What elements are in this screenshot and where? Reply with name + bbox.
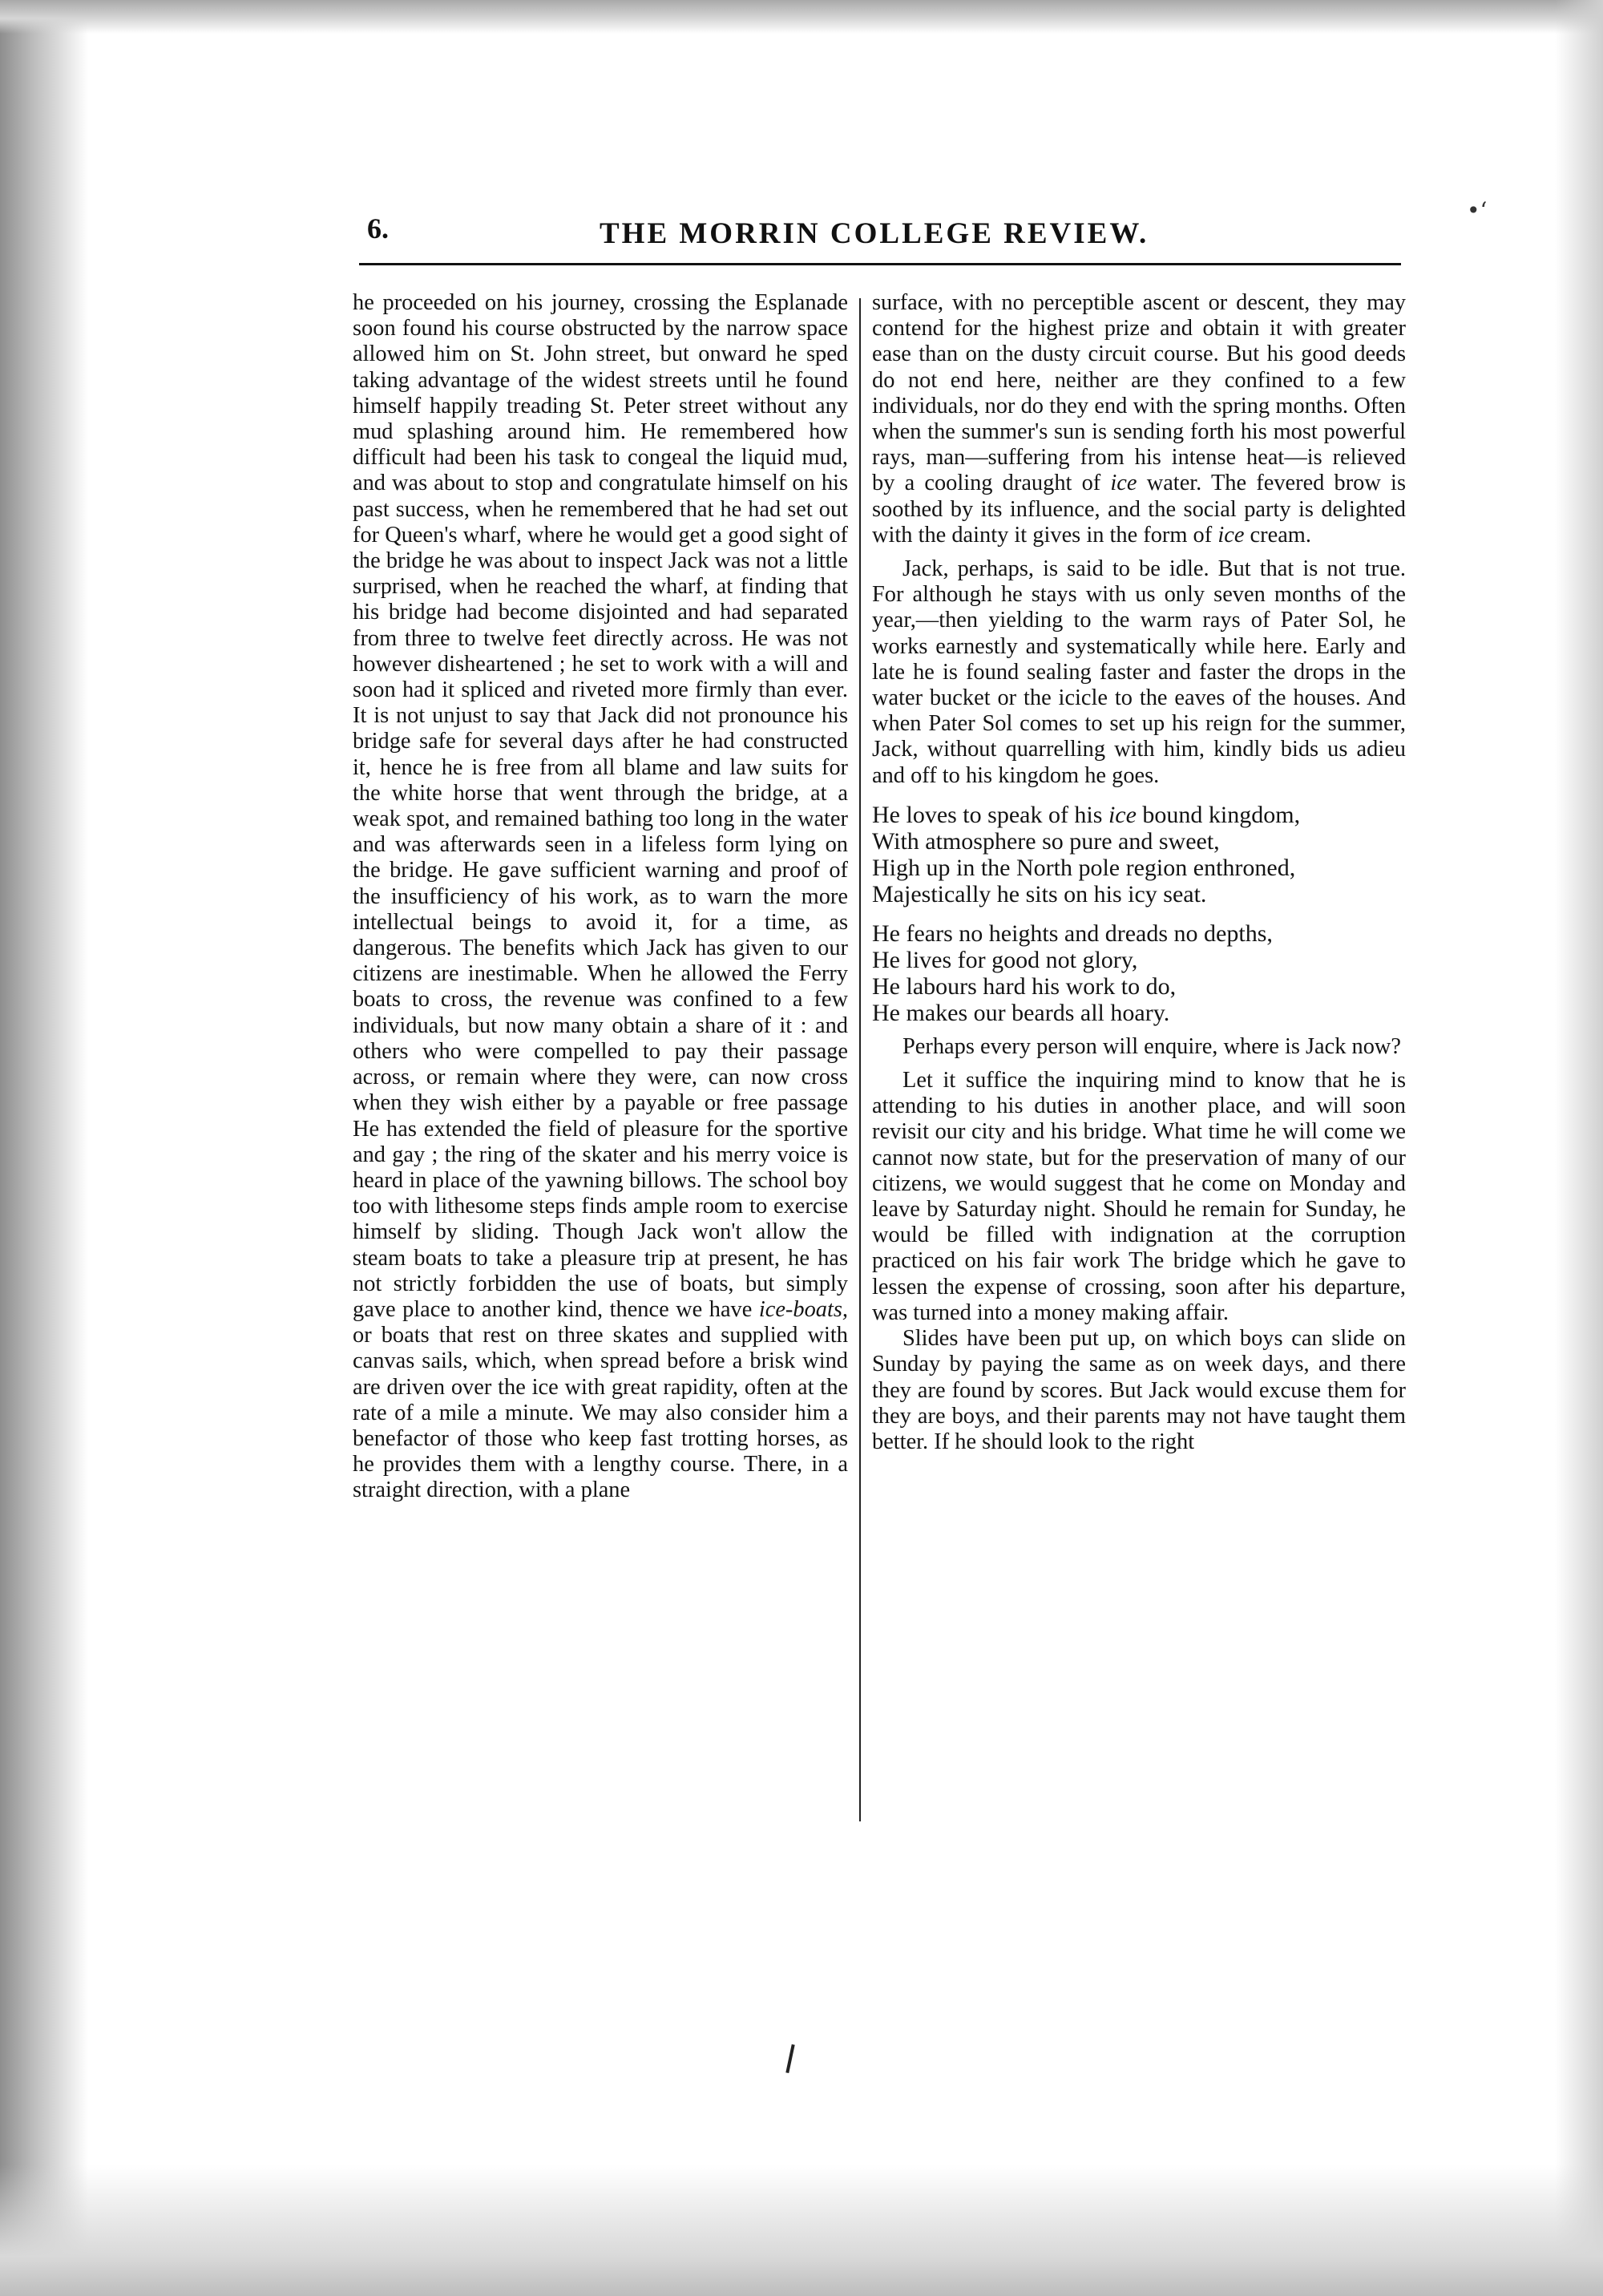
poem-stanza-1 — [872, 802, 1406, 907]
verse-line: He lives for good not glory, — [872, 946, 1138, 973]
right-paragraph-3: Perhaps every person will enquire, where is Jack now? — [902, 1033, 1402, 1059]
ice-term: ice — [1108, 801, 1137, 828]
left-paragraph-text: he proceeded on his journey, crossing the Esplanade soon found his course obstructed by the narrow space allowed him on St. John street, but onward he sped taking advantage of the widest streets until he found himself happily treading St. Peter street without any mud splashing around him. He remembered how difficult had been his task to congeal the liquid mud, and was about to stop and congratulate himself on his past success, when he remembered that he had set out for Queen's wharf, where he would get a good sight of the bridge he was about to inspect Jack was not a little surprised, when he reached the wharf, at finding that his bridge had become disjointed and had separated from three to twelve feet directly across. He was not however disheartened ; he set to work with a will and soon had it spliced and riveted more firmly than ever. It is not unjust to say that Jack did not pronounce his bridge safe for several days after he had constructed it, hence he is free from all blame and law suits for the white horse that went through the bridge, at a weak spot, and remained bathing too long in the water and was afterwards seen in a lifeless form lying on the bridge. He gave sufficient warning and proof of the insufficiency of his work, as to warn the more intellectual beings to avoid it, for a time, as dangerous. The benefits which Jack has given to our citizens are inestimable. When he allowed the Ferry boats to cross, the revenue was confined to a few individuals, but now many obtain a share of it : and others who were compelled to pay their passage across, or remain where they were, can now cross when they wish either by a payable or free passage He has extended the field of pleasure for the sportive and gay ; the ring of the skater and his merry voice is heard in place of the yawning billows. The school boy too with lithesome steps finds ample room to exercise himself by sliding. Though Jack won't allow the steam boats to take a pleasure trip at present, he has not strictly forbidden the use of boats, but simply gave place to another kind, thence we have — [353, 290, 848, 1322]
left-paragraph — [353, 290, 848, 1504]
corner-mark: •ʻ — [1467, 197, 1488, 224]
page-title: THE MORRIN COLLEGE REVIEW. — [600, 217, 1149, 250]
verse-text: He loves to speak of his — [872, 801, 1103, 828]
poem-stanza-2 — [872, 920, 1406, 1026]
para1-text-b: water. The fevered brow is soothed by its influence, and the social party is delighted with the dainty it gives in the form of — [872, 471, 1406, 548]
column-divider — [859, 298, 861, 1821]
para1-text-a: surface, with no perceptible ascent or descent, they may contend for the highest prize and obtain it with greater ease than on the dusty circuit course. But his good deeds do not end here, neither are they confined to a few individuals, nor do they end with the spring months. Often when the summer's sun is sending forth his most powerful rays, man—suffering from his intense heat—is relieved by a cooling draught of — [872, 290, 1406, 496]
verse-line: Majestically he sits on his icy seat. — [872, 880, 1207, 907]
verse-line: He fears no heights and dreads no depths, — [872, 920, 1273, 947]
verse-line: With atmosphere so pure and sweet, — [872, 827, 1220, 855]
verse-line: He labours hard his work to do, — [872, 972, 1177, 1000]
verse-line — [872, 802, 1406, 828]
page-header — [351, 197, 1488, 271]
para1-text-c: cream. — [1250, 522, 1311, 548]
verse-text: bound kingdom, — [1142, 801, 1301, 828]
header-rule — [359, 263, 1401, 265]
left-column — [353, 290, 848, 1504]
ink-mark — [785, 2044, 794, 2073]
right-paragraph-1 — [872, 290, 1406, 548]
right-paragraph-5: Slides have been put up, on which boys can slide on Sunday by paying the same as on week days, and there they are found by scores. But Jack would excuse them for they are boys, and their parents may not have taught them better. If he should look to the right — [872, 1326, 1406, 1454]
right-paragraph-2: Jack, perhaps, is said to be idle. But that is not true. For although he stays with us only seven months of the year,—then yielding to the warm rays of Pater Sol, he works earnestly and systematically while here. Early and late he is found sealing faster and faster the drops in the water bucket or the icicle to the eaves of the houses. And when Pater Sol comes to set up his reign for the summer, Jack, without quarrelling with him, kindly bids us adieu and off to his kingdom he goes. — [872, 556, 1406, 788]
verse-line: He makes our beards all hoary. — [872, 999, 1170, 1026]
page-number: 6. — [367, 212, 389, 245]
right-paragraph-4: Let it suffice the inquiring mind to know that he is attending to his duties in another place, and will soon revisit our city and his bridge. What time he will come we cannot now state, but for the preservation of many of our citizens, we would suggest that he come on Monday and leave by Saturday night. Should he remain for Sunday, he would be filled with indignation at the corruption practiced on his fair work The bridge which he gave to lessen the expense of crossing, soon after his departure, was turned into a money making affair. — [872, 1068, 1406, 1325]
ice-term: ice — [1110, 471, 1137, 496]
ice-term: ice — [1217, 522, 1245, 548]
ice-boats-term: ice-boats, — [758, 1296, 848, 1322]
right-column — [872, 290, 1406, 1455]
verse-line: High up in the North pole region enthroned, — [872, 854, 1296, 881]
left-paragraph-continuation: or boats that rest on three skates and supplied with canvas sails, which, when spread before a brisk wind are driven over the ice with great rapidity, often at the rate of a mile a minute. We may also consider him a benefactor of those who keep fast trotting horses, as he provides them with a lengthy course. There, in a straight direction, with a plane — [353, 1323, 848, 1503]
